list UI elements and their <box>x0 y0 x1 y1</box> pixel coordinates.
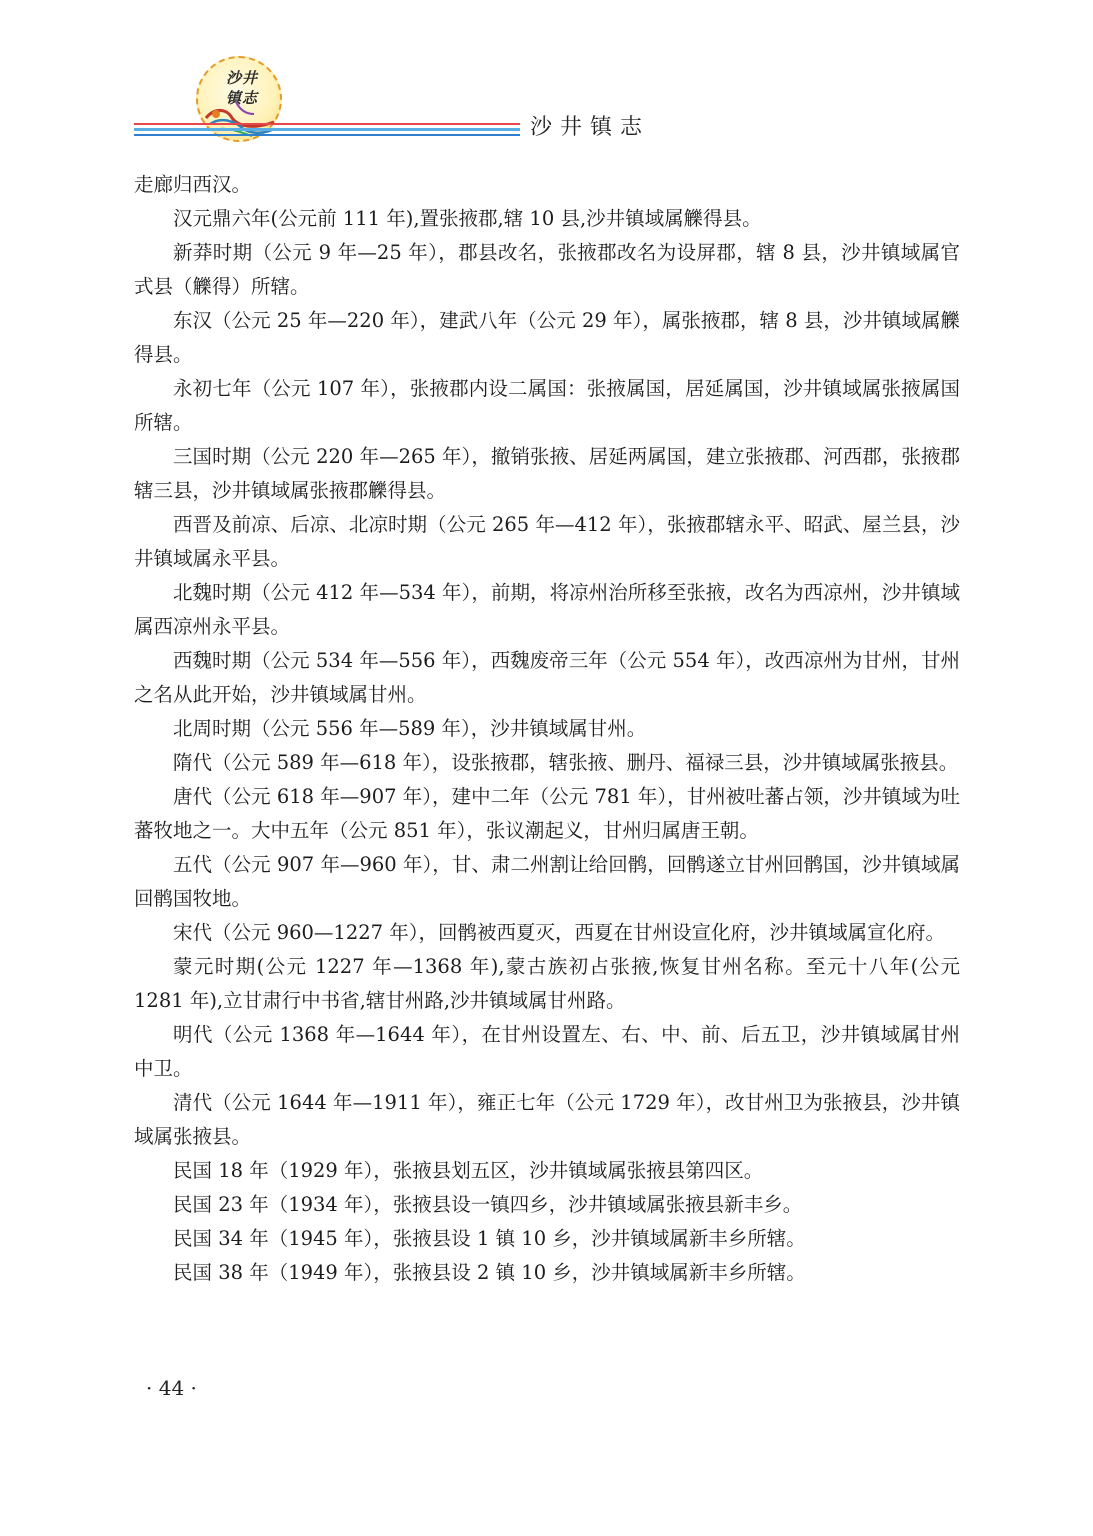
paragraph: 隋代（公元 589 年—618 年），设张掖郡，辖张掖、删丹、福禄三县，沙井镇域属张掖县。 <box>173 751 959 774</box>
paragraph: 北周时期（公元 556 年—589 年），沙井镇域属甘州。 <box>173 717 647 740</box>
paragraph: 民国 23 年（1934 年），张掖县设一镇四乡，沙井镇域属张掖县新丰乡。 <box>173 1193 803 1216</box>
paragraph: 西魏时期（公元 534 年—556 年），西魏废帝三年（公元 554 年），改西凉州为甘州，甘州之名从此开始，沙井镇域属甘州。 <box>134 649 960 706</box>
paragraph: 民国 18 年（1929 年），张掖县划五区，沙井镇域属张掖县第四区。 <box>173 1159 764 1182</box>
paragraph: 民国 34 年（1945 年），张掖县设 1 镇 10 乡，沙井镇域属新丰乡所辖。 <box>173 1227 806 1250</box>
paragraph: 汉元鼎六年(公元前 111 年),置张掖郡,辖 10 县,沙井镇域属觻得县。 <box>173 207 762 230</box>
paragraph: 永初七年（公元 107 年），张掖郡内设二属国：张掖属国，居延属国，沙井镇域属张掖属国所辖。 <box>134 377 960 434</box>
paragraph: 唐代（公元 618 年—907 年），建中二年（公元 781 年），甘州被吐蕃占领，沙井镇域为吐蕃牧地之一。大中五年（公元 851 年），张议潮起义，甘州归属唐王朝。 <box>134 785 960 842</box>
page-header <box>0 0 1093 150</box>
paragraph: 三国时期（公元 220 年—265 年），撤销张掖、居延两属国，建立张掖郡、河西郡，张掖郡辖三县，沙井镇域属张掖郡觻得县。 <box>134 445 960 502</box>
paragraph: 北魏时期（公元 412 年—534 年），前期，将凉州治所移至张掖，改名为西凉州，沙井镇域属西凉州永平县。 <box>134 581 960 638</box>
running-title: 沙井镇志 <box>530 115 651 140</box>
paragraph: 蒙元时期(公元 1227 年—1368 年),蒙古族初占张掖,恢复甘州名称。至元十八年(公元 1281 年),立甘肃行中书省,辖甘州路,沙井镇域属甘州路。 <box>134 955 960 1012</box>
logo-text: 沙井镇志 <box>225 69 258 107</box>
paragraph: 五代（公元 907 年—960 年），甘、肃二州割让给回鹘，回鹘遂立甘州回鹘国，沙井镇域属回鹘国牧地。 <box>134 853 960 910</box>
header-rule-red <box>134 123 520 125</box>
header-rule-blue <box>134 134 520 136</box>
page-number: · 44 · <box>146 1376 197 1400</box>
paragraph: 宋代（公元 960—1227 年），回鹘被西夏灭，西夏在甘州设宣化府，沙井镇域属宣化府。 <box>173 921 945 944</box>
paragraph: 东汉（公元 25 年—220 年），建武八年（公元 29 年），属张掖郡，辖 8 县，沙井镇域属觻得县。 <box>134 309 960 366</box>
body-text <box>134 168 960 1290</box>
paragraph: 新莽时期（公元 9 年—25 年），郡县改名，张掖郡改名为设屏郡，辖 8 县，沙井镇域属官式县（觻得）所辖。 <box>134 241 960 298</box>
header-rule-lightblue <box>134 128 520 131</box>
paragraph: 民国 38 年（1949 年），张掖县设 2 镇 10 乡，沙井镇域属新丰乡所辖。 <box>173 1261 806 1284</box>
paragraph: 西晋及前凉、后凉、北凉时期（公元 265 年—412 年），张掖郡辖永平、昭武、屋兰县，沙井镇域属永平县。 <box>134 513 960 570</box>
paragraph: 清代（公元 1644 年—1911 年），雍正七年（公元 1729 年），改甘州卫为张掖县，沙井镇域属张掖县。 <box>134 1091 960 1148</box>
paragraph: 明代（公元 1368 年—1644 年），在甘州设置左、右、中、前、后五卫，沙井镇域属甘州中卫。 <box>134 1023 960 1080</box>
paragraph: 走廊归西汉。 <box>134 173 252 196</box>
